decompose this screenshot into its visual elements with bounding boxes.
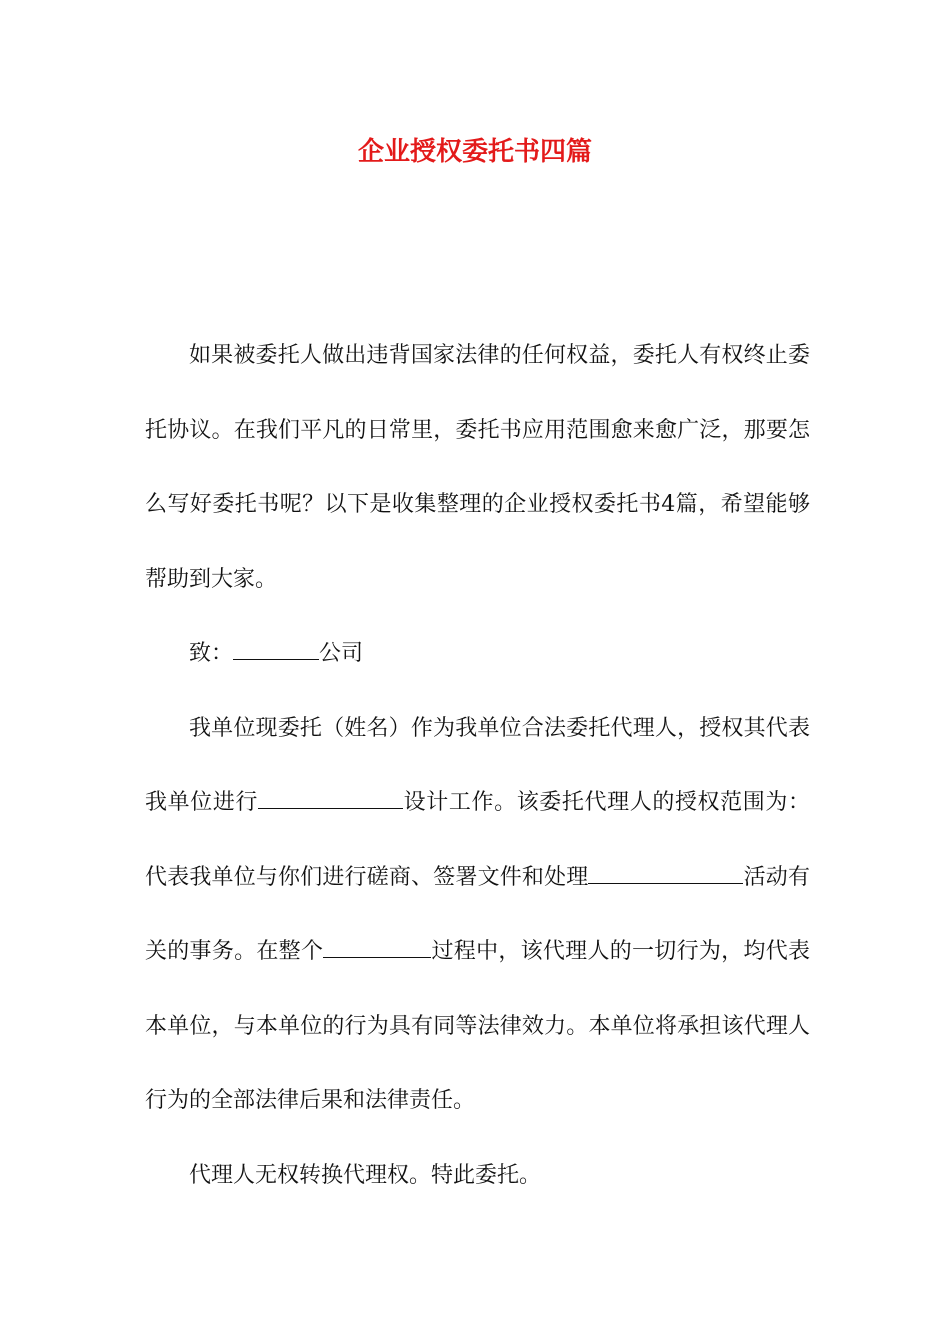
- intro-paragraph: 如果被委托人做出违背国家法律的任何权益，委托人有权终止委托协议。在我们平凡的日常里，委托书应用范围愈来愈广泛，那要怎么写好委托书呢？以下是收集整理的企业授权委托书4篇，希望能够帮助到大家。: [145, 343, 810, 592]
- document-title: 企业授权委托书四篇: [357, 137, 592, 167]
- closing-paragraph: 代理人无权转换代理权。特此委托。: [189, 1162, 542, 1188]
- salutation-prefix: 致：: [189, 641, 234, 666]
- authorization-paragraph: [145, 692, 810, 1139]
- salutation-paragraph: [145, 617, 810, 692]
- authorization-text-2: 设计工作。该委托代理人的授权范围为：代表我单位与你们进行磋商、签署文件和处理: [145, 790, 810, 890]
- design-work-blank: [258, 788, 403, 809]
- authorization-text-4: 过程中，该代理人的一切行为，均代表本单位，与本单位的行为具有同等法律效力。本单位将承担该代理人行为的全部法律后果和法律责任。: [145, 939, 810, 1113]
- activity-blank: [588, 863, 743, 884]
- process-blank: [323, 937, 431, 958]
- authorization-text-3: 活动有关的事务。在整个: [145, 864, 810, 964]
- salutation-suffix: 公司: [319, 641, 364, 666]
- document-body: [145, 319, 810, 1213]
- authorization-text-1: 我单位现委托（姓名）作为我单位合法委托代理人，授权其代表我单位进行: [145, 715, 810, 815]
- company-name-blank: [233, 639, 319, 660]
